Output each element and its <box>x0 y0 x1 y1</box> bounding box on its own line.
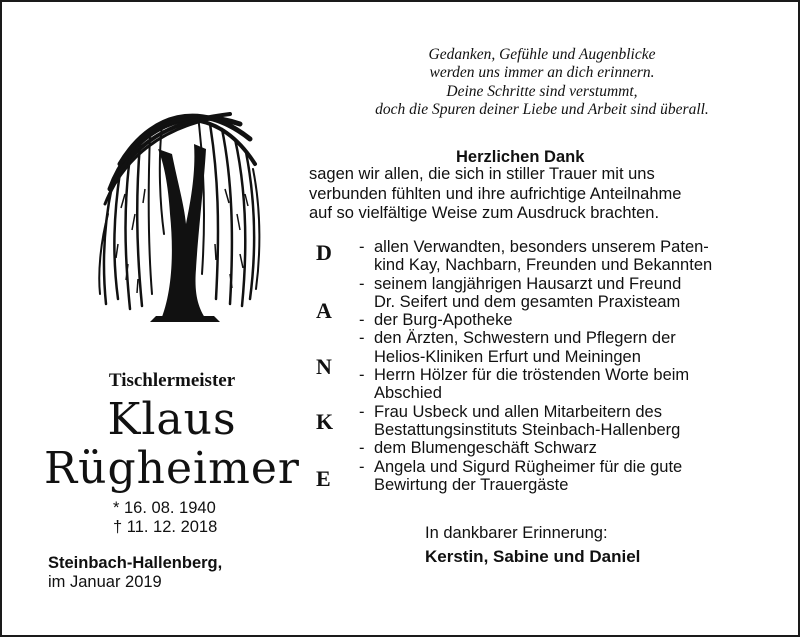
thanks-line: auf so vielfältige Weise zum Ausdruck brachten. <box>309 204 660 223</box>
list-item: - Frau Usbeck und allen Mitarbeitern des Bestattungsinstituts Steinbach-Hallenberg <box>359 402 681 439</box>
list-item-text: Herrn Hölzer für die tröstenden Worte beim Abschied <box>374 366 690 403</box>
life-dates <box>113 499 217 537</box>
notice-date: im Januar 2019 <box>48 573 162 591</box>
thanks-list <box>359 238 789 494</box>
list-item-text: Frau Usbeck und allen Mitarbeitern des Bestattungsinstituts Steinbach-Hallenberg <box>374 402 681 439</box>
list-item: - Herrn Hölzer für die tröstenden Worte beim Abschied <box>359 366 690 403</box>
birth-date: * 16. 08. 1940 <box>113 499 216 517</box>
list-item: - allen Verwandten, besonders unserem Paten- kind Kay, Nachbarn, Freunden und Bekannten <box>359 238 713 275</box>
list-item: - den Ärzten, Schwestern und Pflegern der Helios-Kliniken Erfurt und Meiningen <box>359 329 676 366</box>
list-item: - Angela und Sigurd Rügheimer für die gute Bewirtung der Trauergäste <box>359 457 683 494</box>
deceased-last-name: Rügheimer <box>44 443 300 494</box>
list-item: - seinem langjährigen Hausarzt und Freund Dr. Seifert und dem gesamten Praxisteam <box>359 274 682 311</box>
list-item: - der Burg-Apotheke <box>359 311 513 330</box>
deceased-first-name: Klaus <box>107 394 237 445</box>
poem-line: Deine Schritte sind verstummt, <box>446 82 638 100</box>
danke-letter: N <box>316 354 332 379</box>
thanks-heading: Herzlichen Dank <box>456 148 585 166</box>
place: Steinbach-Hallenberg, <box>48 554 223 572</box>
danke-letter: D <box>316 240 332 265</box>
thanks-text <box>309 165 789 224</box>
deceased-title: Tischlermeister <box>108 370 236 391</box>
poem-line: Gedanken, Gefühle und Augenblicke <box>428 46 656 63</box>
poem-line: doch die Spuren deiner Liebe und Arbeit sind überall. <box>375 101 709 119</box>
list-item: - dem Blumengeschäft Schwarz <box>359 439 597 458</box>
danke-letter: E <box>316 466 331 491</box>
list-item-text: dem Blumengeschäft Schwarz <box>374 439 597 458</box>
memorial-poem <box>302 46 782 120</box>
signers: Kerstin, Sabine und Daniel <box>425 547 641 566</box>
weeping-willow-icon <box>90 94 265 326</box>
thanks-line: verbunden fühlten und ihre aufrichtige Anteilnahme <box>309 184 682 203</box>
list-item-text: den Ärzten, Schwestern und Pflegern der Helios-Kliniken Erfurt und Meiningen <box>374 329 676 366</box>
list-item-text: seinem langjährigen Hausarzt und Freund Dr. Seifert und dem gesamten Praxisteam <box>374 274 682 311</box>
thanks-line: sagen wir allen, die sich in stiller Trauer mit uns <box>309 165 655 183</box>
list-item-text: allen Verwandten, besonders unserem Paten- kind Kay, Nachbarn, Freunden und Bekannten <box>374 238 713 275</box>
death-date: † 11. 12. 2018 <box>113 518 218 536</box>
danke-letter: K <box>316 409 334 434</box>
memory-line: In dankbarer Erinnerung: <box>425 524 608 542</box>
poem-line: werden uns immer an dich erinnern. <box>429 64 655 82</box>
list-item-text: der Burg-Apotheke <box>374 311 513 330</box>
list-item-text: Angela und Sigurd Rügheimer für die gute Bewirtung der Trauergäste <box>374 457 683 494</box>
danke-letter: A <box>316 298 332 323</box>
